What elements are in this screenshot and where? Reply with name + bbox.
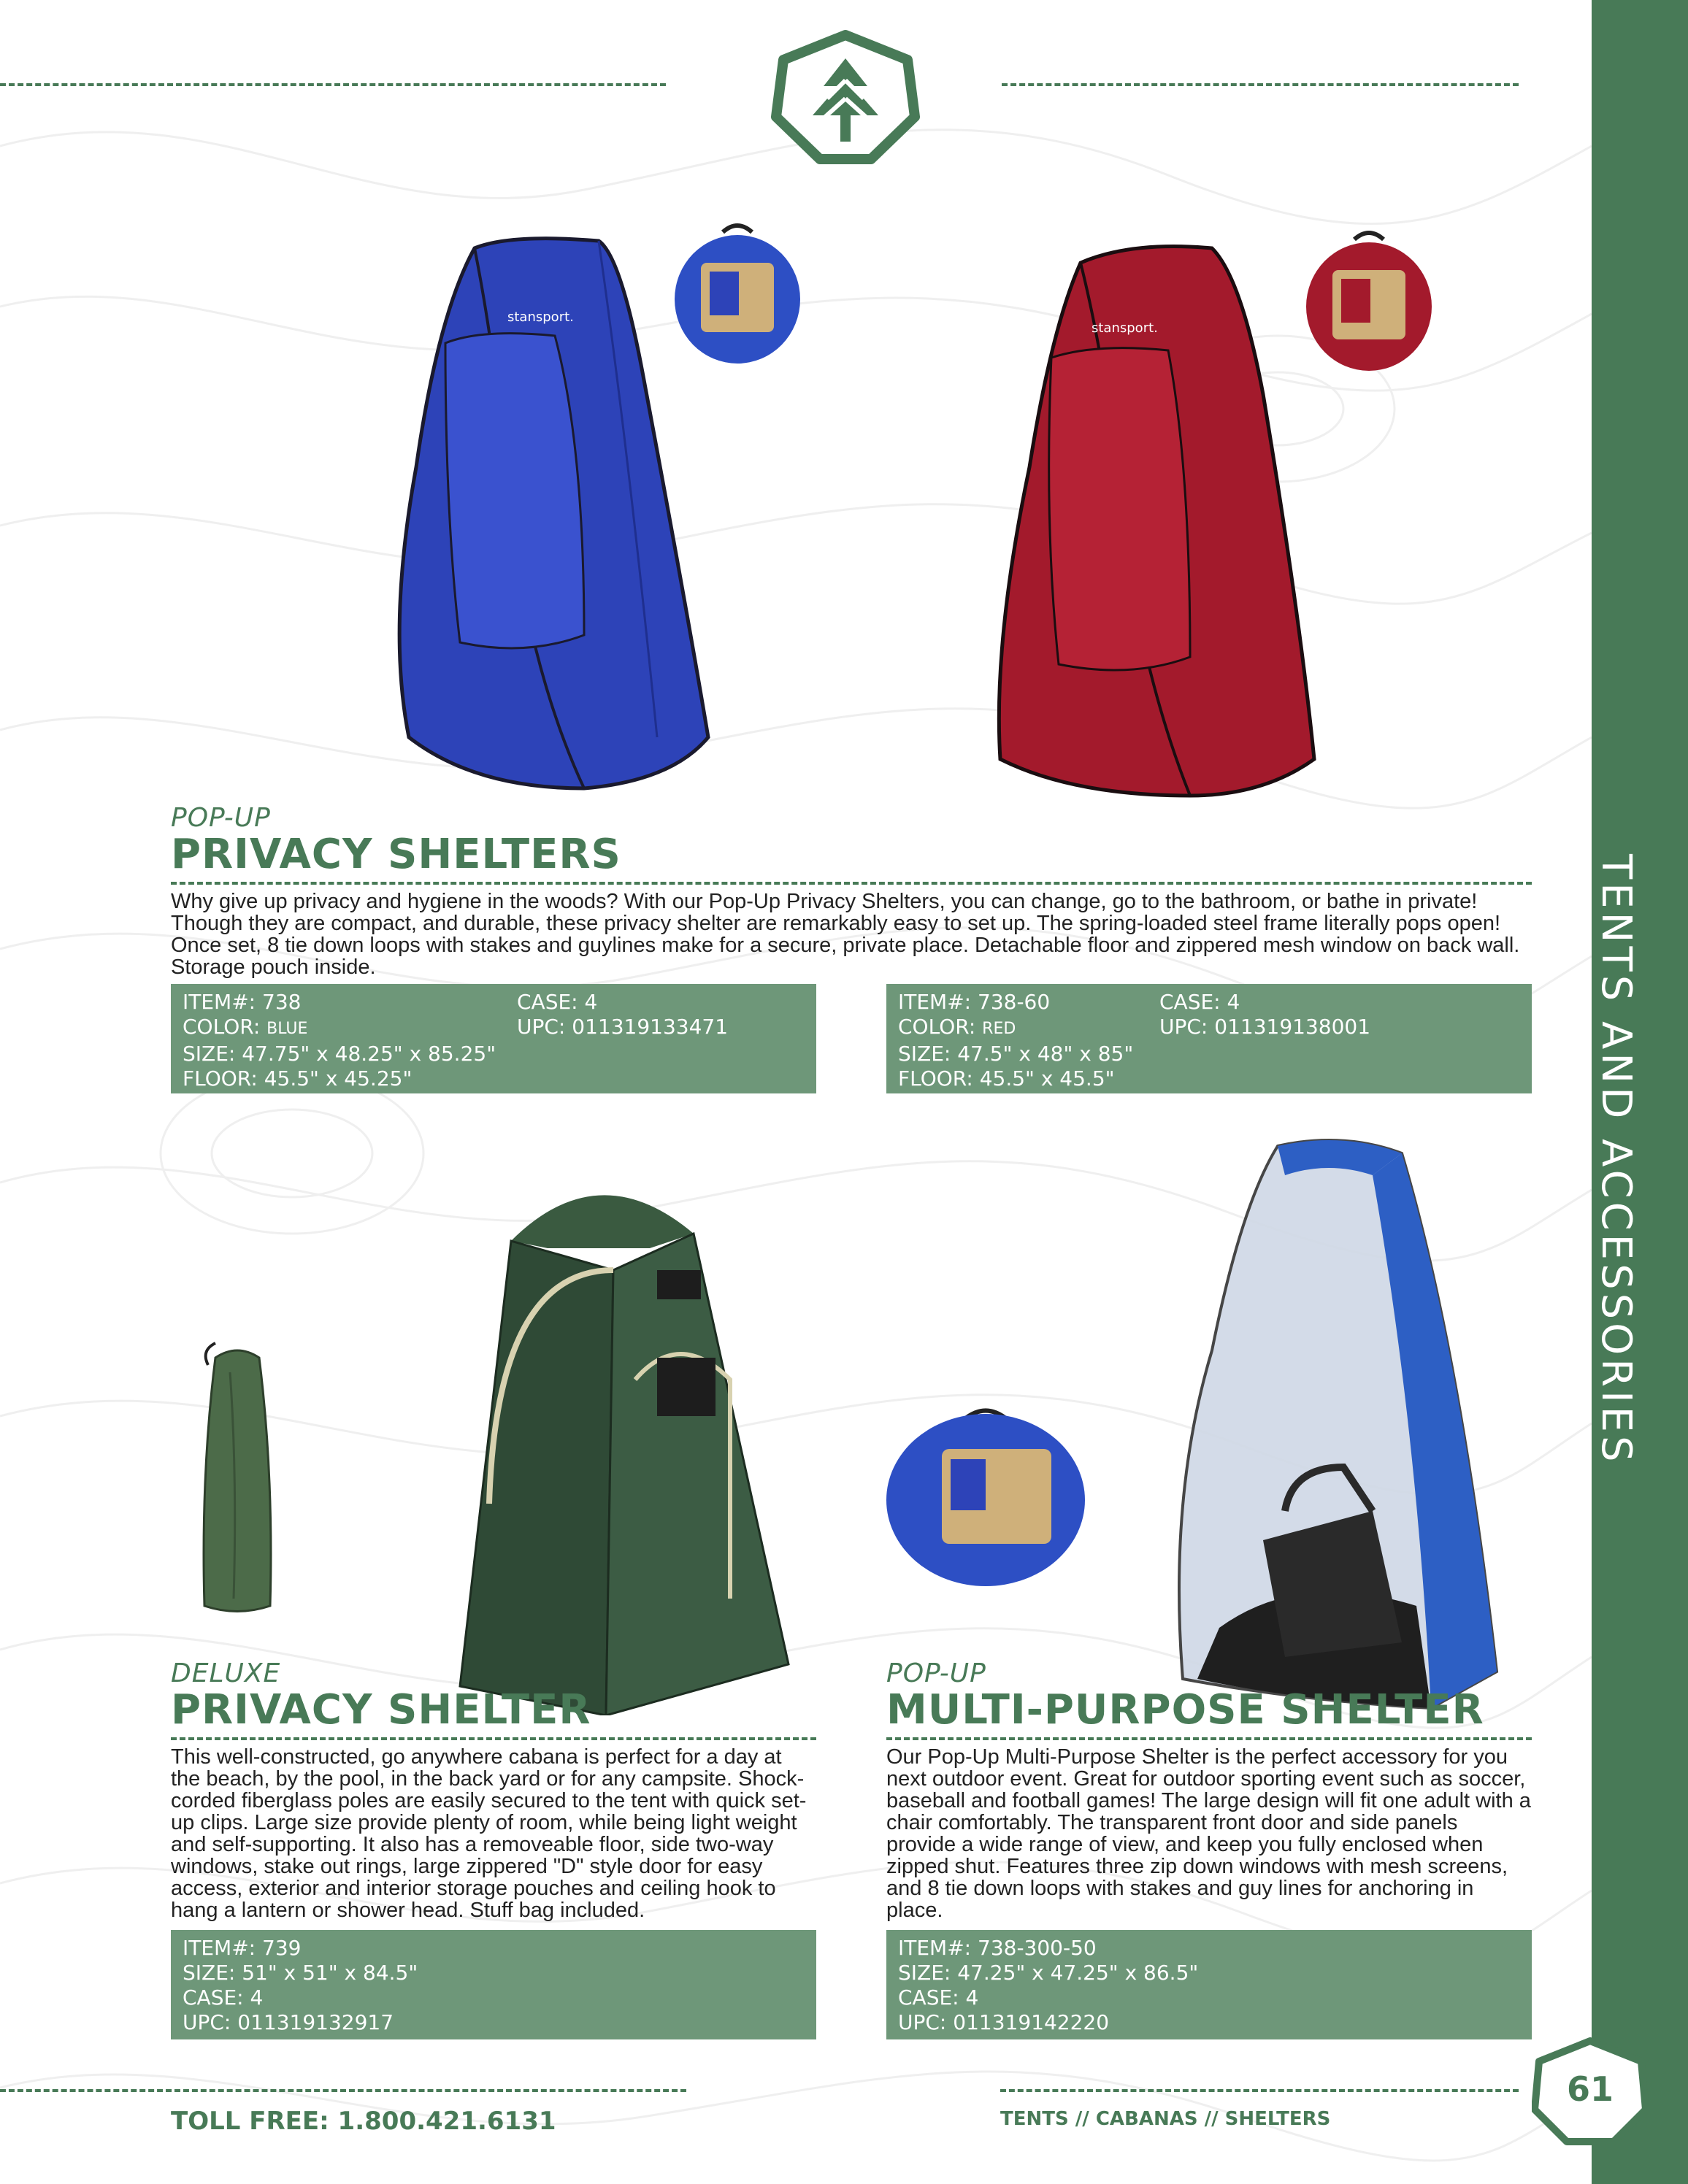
- section-divider: [171, 882, 1532, 885]
- color-value: RED: [982, 1020, 1016, 1038]
- red-privacy-shelter-image: [971, 234, 1336, 803]
- page-number: 61: [1566, 2069, 1614, 2109]
- case-value: CASE: 4: [898, 1985, 979, 2010]
- privacy-shelters-title: PRIVACY SHELTERS: [171, 831, 621, 878]
- color-label: COLOR:: [898, 1015, 976, 1039]
- blue-storage-case-image: [672, 219, 803, 365]
- sidebar-label: TENTS AND ACCESSORIES: [1592, 854, 1640, 1466]
- item-number: ITEM#: 738: [183, 990, 302, 1014]
- stuff-bag-image: [186, 1329, 288, 1620]
- top-divider-right: [1002, 83, 1519, 86]
- footer-divider-right: [1000, 2089, 1519, 2092]
- footer-categories: TENTS // CABANAS // SHELTERS: [1000, 2108, 1331, 2130]
- privacy-shelters-subtitle: POP-UP: [171, 803, 271, 833]
- case-value: CASE: 4: [517, 990, 598, 1014]
- spec-box-738: [171, 984, 816, 1093]
- spec-box-738-60: [886, 984, 1532, 1093]
- floor-value: FLOOR: 45.5" x 45.25": [183, 1066, 413, 1091]
- multi-purpose-case-image: [883, 1398, 1088, 1588]
- deluxe-shelter-title: PRIVACY SHELTER: [171, 1686, 591, 1734]
- svg-text:stansport.: stansport.: [1092, 320, 1158, 336]
- color-label: COLOR:: [183, 1015, 261, 1039]
- spec-box-738-300-50: [886, 1930, 1532, 2039]
- multi-purpose-description: Our Pop-Up Multi-Purpose Shelter is the perfect accessory for you next outdoor event. Great for outdoor sporting event such as soccer, baseball and football games! The large design will fit one adult with a chair comfortably. The transparent front door and side panels provide a wide range of view, and keep you fully enclosed when zipped shut. Features three zip down windows with mesh screens, and 8 tie down loops with stakes and guy lines for anchoring in place.: [886, 1745, 1531, 1922]
- size-value: SIZE: 47.25" x 47.25" x 86.5": [898, 1961, 1199, 1985]
- color-value: BLUE: [266, 1020, 308, 1038]
- item-number: ITEM#: 739: [183, 1936, 302, 1960]
- red-storage-case-image: [1303, 226, 1435, 372]
- toll-free-number: TOLL FREE: 1.800.421.6131: [171, 2107, 556, 2136]
- tent-brand-print: stansport.: [507, 309, 574, 325]
- floor-value: FLOOR: 45.5" x 45.5": [898, 1066, 1115, 1091]
- tree-logo-icon: [769, 29, 922, 168]
- footer-divider-left: [0, 2089, 686, 2092]
- size-value: SIZE: 51" x 51" x 84.5": [183, 1961, 418, 1985]
- spec-box-739: [171, 1930, 816, 2039]
- item-number: ITEM#: 738-300-50: [898, 1936, 1097, 1960]
- upc-value: UPC: 011319132917: [183, 2010, 394, 2034]
- size-value: SIZE: 47.5" x 48" x 85": [898, 1042, 1134, 1066]
- upc-value: UPC: 011319142220: [898, 2010, 1110, 2034]
- multi-purpose-title: MULTI-PURPOSE SHELTER: [886, 1686, 1484, 1734]
- section-divider: [171, 1737, 816, 1740]
- multi-purpose-subtitle: POP-UP: [886, 1658, 986, 1688]
- top-divider-left: [0, 83, 666, 86]
- deluxe-shelter-description: This well-constructed, go anywhere cabana is perfect for a day at the beach, by the pool, in the back yard or for any campsite. Shock-corded fiberglass poles are easily secured to the tent with quick set-up clips. Large size provide plenty of room, while being light weight and self-supporting. It also has a removeable floor, side two-way windows, stake out rings, large zippered "D" style door for easy access, exterior and interior storage pouches and ceiling hook to hang a lantern or shower head. Stuff bag included.: [171, 1745, 807, 1922]
- privacy-shelters-description: Why give up privacy and hygiene in the woods? With our Pop-Up Privacy Shelters, you can change, go to the bathroom, or bathe in private! Though they are compact, and durable, these privacy shelter are remarkably easy to set up. The spring-loaded steel frame literally pops open! Once set, 8 tie down loops with stakes and guylines make for a secure, private place. Detachable floor and zippered mesh window on back wall. Storage pouch inside.: [171, 890, 1520, 979]
- deluxe-shelter-subtitle: DELUXE: [171, 1658, 281, 1688]
- item-number: ITEM#: 738-60: [898, 990, 1051, 1014]
- deluxe-privacy-shelter-image: [416, 1161, 796, 1715]
- case-value: CASE: 4: [1159, 990, 1240, 1014]
- case-value: CASE: 4: [183, 1985, 264, 2010]
- size-value: SIZE: 47.75" x 48.25" x 85.25": [183, 1042, 496, 1066]
- multi-purpose-shelter-image: [1154, 1131, 1504, 1715]
- upc-value: UPC: 011319138001: [1159, 1015, 1371, 1039]
- section-divider: [886, 1737, 1532, 1740]
- upc-value: UPC: 011319133471: [517, 1015, 729, 1039]
